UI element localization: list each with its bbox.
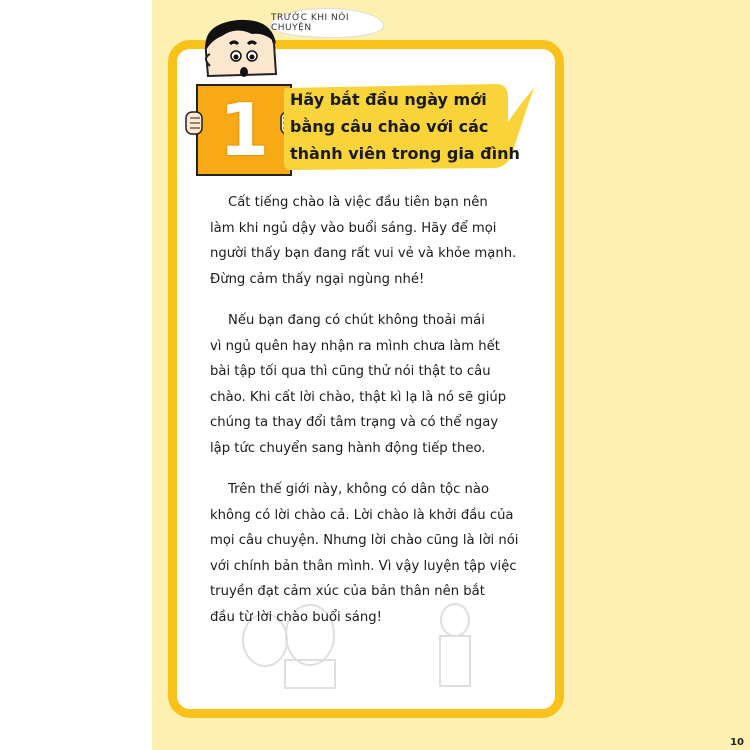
text-line: với chính bản thân mình. Vì vậy luyện tập việc — [210, 558, 517, 574]
text-line: vì ngủ quên hay nhận ra mình chưa làm hết — [210, 338, 500, 354]
text-line: Nếu bạn đang có chút không thoải mái — [228, 313, 485, 328]
paragraph — [210, 308, 540, 461]
text-line: không có lời chào cả. Lời chào là khởi đầu của — [210, 507, 514, 523]
lesson-title-line: Hãy bắt đầu ngày mới — [290, 90, 487, 109]
lesson-title-line: thành viên trong gia đình — [290, 144, 520, 163]
page-number: 10 — [730, 737, 744, 748]
text-line: Cất tiếng chào là việc đầu tiên bạn nên — [228, 195, 488, 210]
lesson-number: 1 — [218, 88, 270, 172]
section-header-bubble: TRƯỚC KHI NÓI CHUYỆN — [270, 8, 384, 38]
lesson-number-box — [196, 84, 292, 176]
text-line: bài tập tối qua thì cũng thử nói thật to câu — [210, 364, 491, 379]
text-line: đầu từ lời chào buổi sáng! — [210, 609, 382, 625]
text-line: mọi câu chuyện. Nhưng lời chào cũng là lời nói — [210, 533, 519, 548]
text-line: Đừng cảm thấy ngại ngùng nhé! — [210, 271, 425, 287]
text-line: Trên thế giới này, không có dân tộc nào — [228, 482, 490, 497]
paragraph — [210, 190, 540, 292]
paragraph — [210, 477, 540, 630]
text-line: lập tức chuyển sang hành động tiếp theo. — [210, 440, 486, 456]
cartoon-boy-icon — [196, 14, 288, 94]
lesson-title-line: bằng câu chào với các — [290, 117, 489, 136]
text-line: truyền đạt cảm xúc của bản thân nên bắt — [210, 584, 485, 599]
text-line: chào. Khi cất lời chào, thật kì lạ là nó sẽ giúp — [210, 389, 507, 405]
text-line: người thấy bạn đang rất vui vẻ và khỏe mạnh. — [210, 246, 517, 261]
left-hand-icon — [184, 110, 204, 136]
text-line: làm khi ngủ dậy vào buổi sáng. Hãy để mọi — [210, 220, 497, 236]
body-text — [210, 190, 540, 646]
text-line: chúng ta thay đổi tâm trạng và có thể ngay — [210, 415, 499, 430]
lesson-title — [290, 86, 530, 167]
